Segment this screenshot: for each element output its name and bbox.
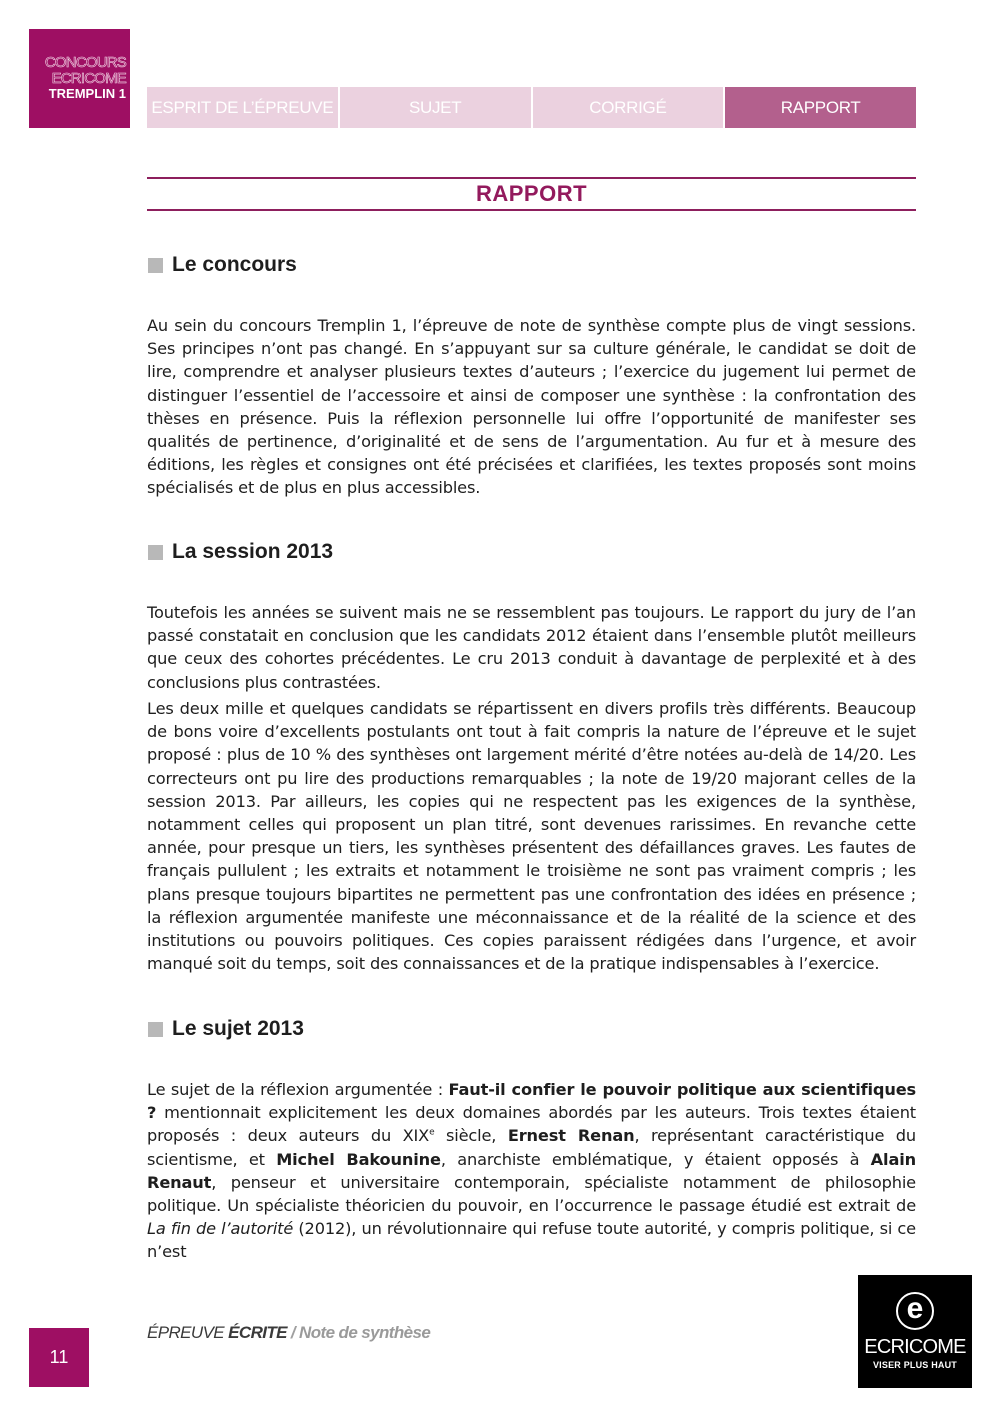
section-tabs (147, 87, 916, 128)
paragraph-concours: Au sein du concours Tremplin 1, l’épreuve de note de synthèse compte plus de vingt sessions. Ses principes n’ont pas changé. En s’appuyant sur sa culture générale, le candidat se doit de lire, comprendre et analyser plusieurs textes d’auteurs ; l’exercice du jugement lui permet de distinguer l’essentiel de l’accessoire et ainsi de composer une synthèse : la confrontation des thèses en présence. Puis la réflexion personnelle lui offre l’opportunité de manifester ses qualités de pertinence, d’originalité et de sens de l’argumentation. Au fur et à mesure des éditions, les règles et consignes ont été précisées et clarifiées, les textes proposés sont moins spécialisés et de plus en plus accessibles. (147, 316, 916, 498)
logo-line-ecricome: ECRICOME (51, 70, 126, 87)
square-bullet-icon (148, 1022, 163, 1037)
logo-line-tremplin: TREMPLIN 1 (48, 86, 126, 101)
paragraph-session-intro: Toutefois les années se suivent mais ne se ressemblent pas toujours. Le rapport du jury de l’an passé constatait en conclusion que les candidats 2012 étaient dans l’ensemble plutôt meilleurs que ceux des cohortes précédentes. Le cru 2013 conduit à davantage de perplexité et à des conclusions plus contrastées. (147, 603, 916, 692)
paragraph-session-details: Les deux mille et quelques candidats se répartissent en divers profils très différents. Beaucoup de bons voire d’excellents postulants ont tout à fait compris la nature de l’épreuve et le sujet proposé : plus de 10 % des synthèses ont largement mérité d’être notées au-delà de 14/20. Les correcteurs ont pu lire des productions remarquables ; la note de 19/20 majorant celles de la session 2013. Par ailleurs, les copies qui ne respectent pas les exigences de la synthèse, notamment celles qui proposent un plan titré, sont devenues rarissimes. En revanche cette année, pour presque un tiers, les synthèses présentent des défaillances graves. Les fautes de français pullulent ; les extraits et notamment le troisième ne sont pas vraiment compris ; les plans presque toujours bipartites ne permettent pas une confrontation des idées en présence ; la réflexion argumentée manifeste une méconnaissance et de la réalité de la science et des institutions ou pouvoirs politiques. Ces copies paraissent rédigées dans l’urgence, et avoir manqué soit du temps, soit des connaissances et de la pratique indispensables à l’exercice. (147, 699, 916, 974)
tab-esprit-epreuve[interactable]: ESPRIT DE L’ÉPREUVE (147, 87, 338, 128)
page-number: 11 (29, 1328, 89, 1387)
section-heading-text: Le concours (172, 253, 297, 276)
logo-line-concours: CONCOURS (44, 54, 126, 71)
tab-corrige[interactable]: CORRIGÉ (533, 87, 724, 128)
square-bullet-icon (148, 545, 163, 560)
section-heading-sujet-2013 (148, 1017, 304, 1041)
concours-logo (29, 29, 130, 128)
paragraph-sujet: Le sujet de la réflexion argumentée : Faut-il confier le pouvoir politique aux scientifiques ? mentionnait explicitement les deux domaines abordés par les auteurs. Trois textes étaient proposés : deux auteurs du XIXe siècle, Ernest Renan, représentant caractéristique du scientisme, et Michel Bakounine, anarchiste emblématique, y étaient opposés à Alain Renaut, penseur et universitaire contemporain, spécialiste notamment de philosophie politique. Un spécialiste théoricien du pouvoir, en l’occurrence le passage étudié est extrait de La fin de l’autorité (2012), un révolutionnaire qui refuse toute autorité, y compris politique, si ce n’est (147, 1080, 917, 1262)
book-title: La fin de l’autorité (147, 1219, 294, 1239)
bold-question: Faut-il confier le pouvoir politique aux scientifiques ? (147, 1080, 917, 1123)
page-title-bar (147, 177, 916, 211)
brand-tagline: VISER PLUS HAUT (872, 1360, 957, 1370)
tab-sujet[interactable]: SUJET (340, 87, 531, 128)
square-bullet-icon (148, 258, 163, 273)
author-bakounine: Michel Bakounine (276, 1149, 441, 1169)
footer-label: ÉPREUVE ÉCRITE / Note de synthèse (147, 1323, 431, 1342)
ecricome-logo (858, 1275, 972, 1388)
ecricome-e-icon: e (896, 1292, 934, 1330)
section-heading-text: Le sujet 2013 (172, 1017, 304, 1040)
page-title: RAPPORT (475, 181, 588, 206)
section-heading-text: La session 2013 (172, 540, 334, 563)
section-heading-session-2013 (148, 540, 333, 564)
section-heading-concours (148, 253, 297, 277)
author-renaut: Alain Renaut (147, 1149, 916, 1192)
brand-name: ECRICOME (864, 1336, 966, 1358)
tab-rapport[interactable]: RAPPORT (725, 87, 916, 128)
author-renan: Ernest Renan (507, 1126, 635, 1146)
